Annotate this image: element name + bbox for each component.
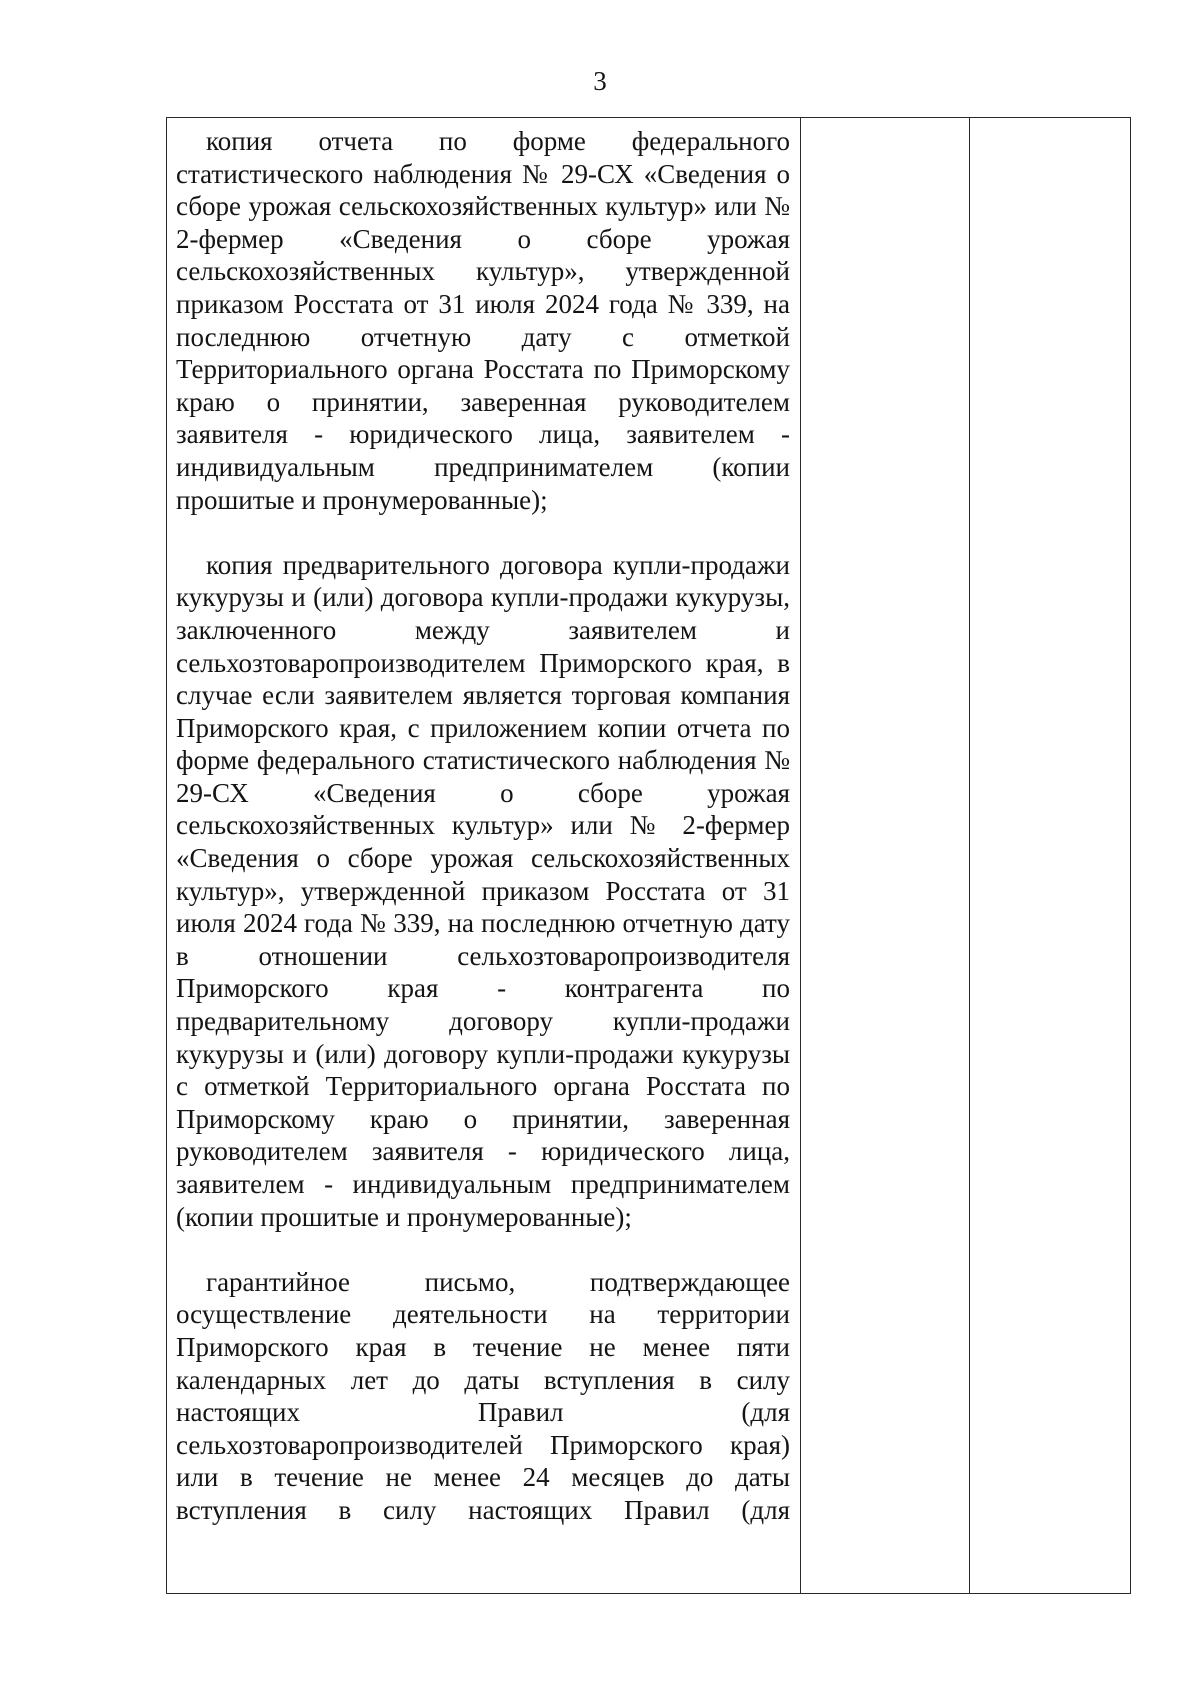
empty-cell-column-3 xyxy=(970,118,1131,1594)
paragraph-statistical-report-copy: копия отчета по форме федерального статистического наблюдения № 29-СХ «Сведения о сборе урожая сельскохозяйственных культур» или № 2-фермер «Сведения о сборе урожая сельскохозяйственных культур», утвержденной приказом Росстата от 31 июля 2024 года № 339, на последнюю отчетную дату с отметкой Территориального органа Росстата по Приморскому краю о принятии, заверенная руководителем заявителя - юридического лица, заявителем - индивидуальным предпринимателем (копии прошитые и пронумерованные); xyxy=(176,126,790,515)
paragraph-guarantee-letter: гарантийное письмо, подтверждающее осуществление деятельности на территории Приморского края в течение не менее пяти календарных лет до даты вступления в силу настоящих Правил (для сельхозтоваропроизводителей Приморского края) или в течение не менее 24 месяцев до даты вступления в силу настоящих Правил (для xyxy=(176,1266,790,1525)
page-number: 3 xyxy=(593,66,607,96)
empty-cell-column-2 xyxy=(801,118,970,1594)
paragraph-purchase-agreement-copy: копия предварительного договора купли-продажи кукурузы и (или) договора купли-продажи кукурузы, заключенного между заявителем и сельхозтоваропроизводителем Приморского края, в случае если заявителем является торговая компания Приморского края, с приложением копии отчета по форме федерального статистического наблюдения № 29-СХ «Сведения о сборе урожая сельскохозяйственных культур» или № 2-фермер «Сведения о сборе урожая сельскохозяйственных культур», утвержденной приказом Росстата от 31 июля 2024 года № 339, на последнюю отчетную дату в отношении сельхозтоваропроизводителя Приморского края - контрагента по предварительному договору купли-продажи кукурузы и (или) договору купли-продажи кукурузы с отметкой Территориального органа Росстата по Приморскому краю о принятии, заверенная руководителем заявителя - юридического лица, заявителем - индивидуальным предпринимателем (копии прошитые и пронумерованные); xyxy=(176,549,790,1232)
table-row xyxy=(167,118,1131,1594)
document-table xyxy=(166,117,1131,1594)
document-list-cell xyxy=(167,118,801,1594)
